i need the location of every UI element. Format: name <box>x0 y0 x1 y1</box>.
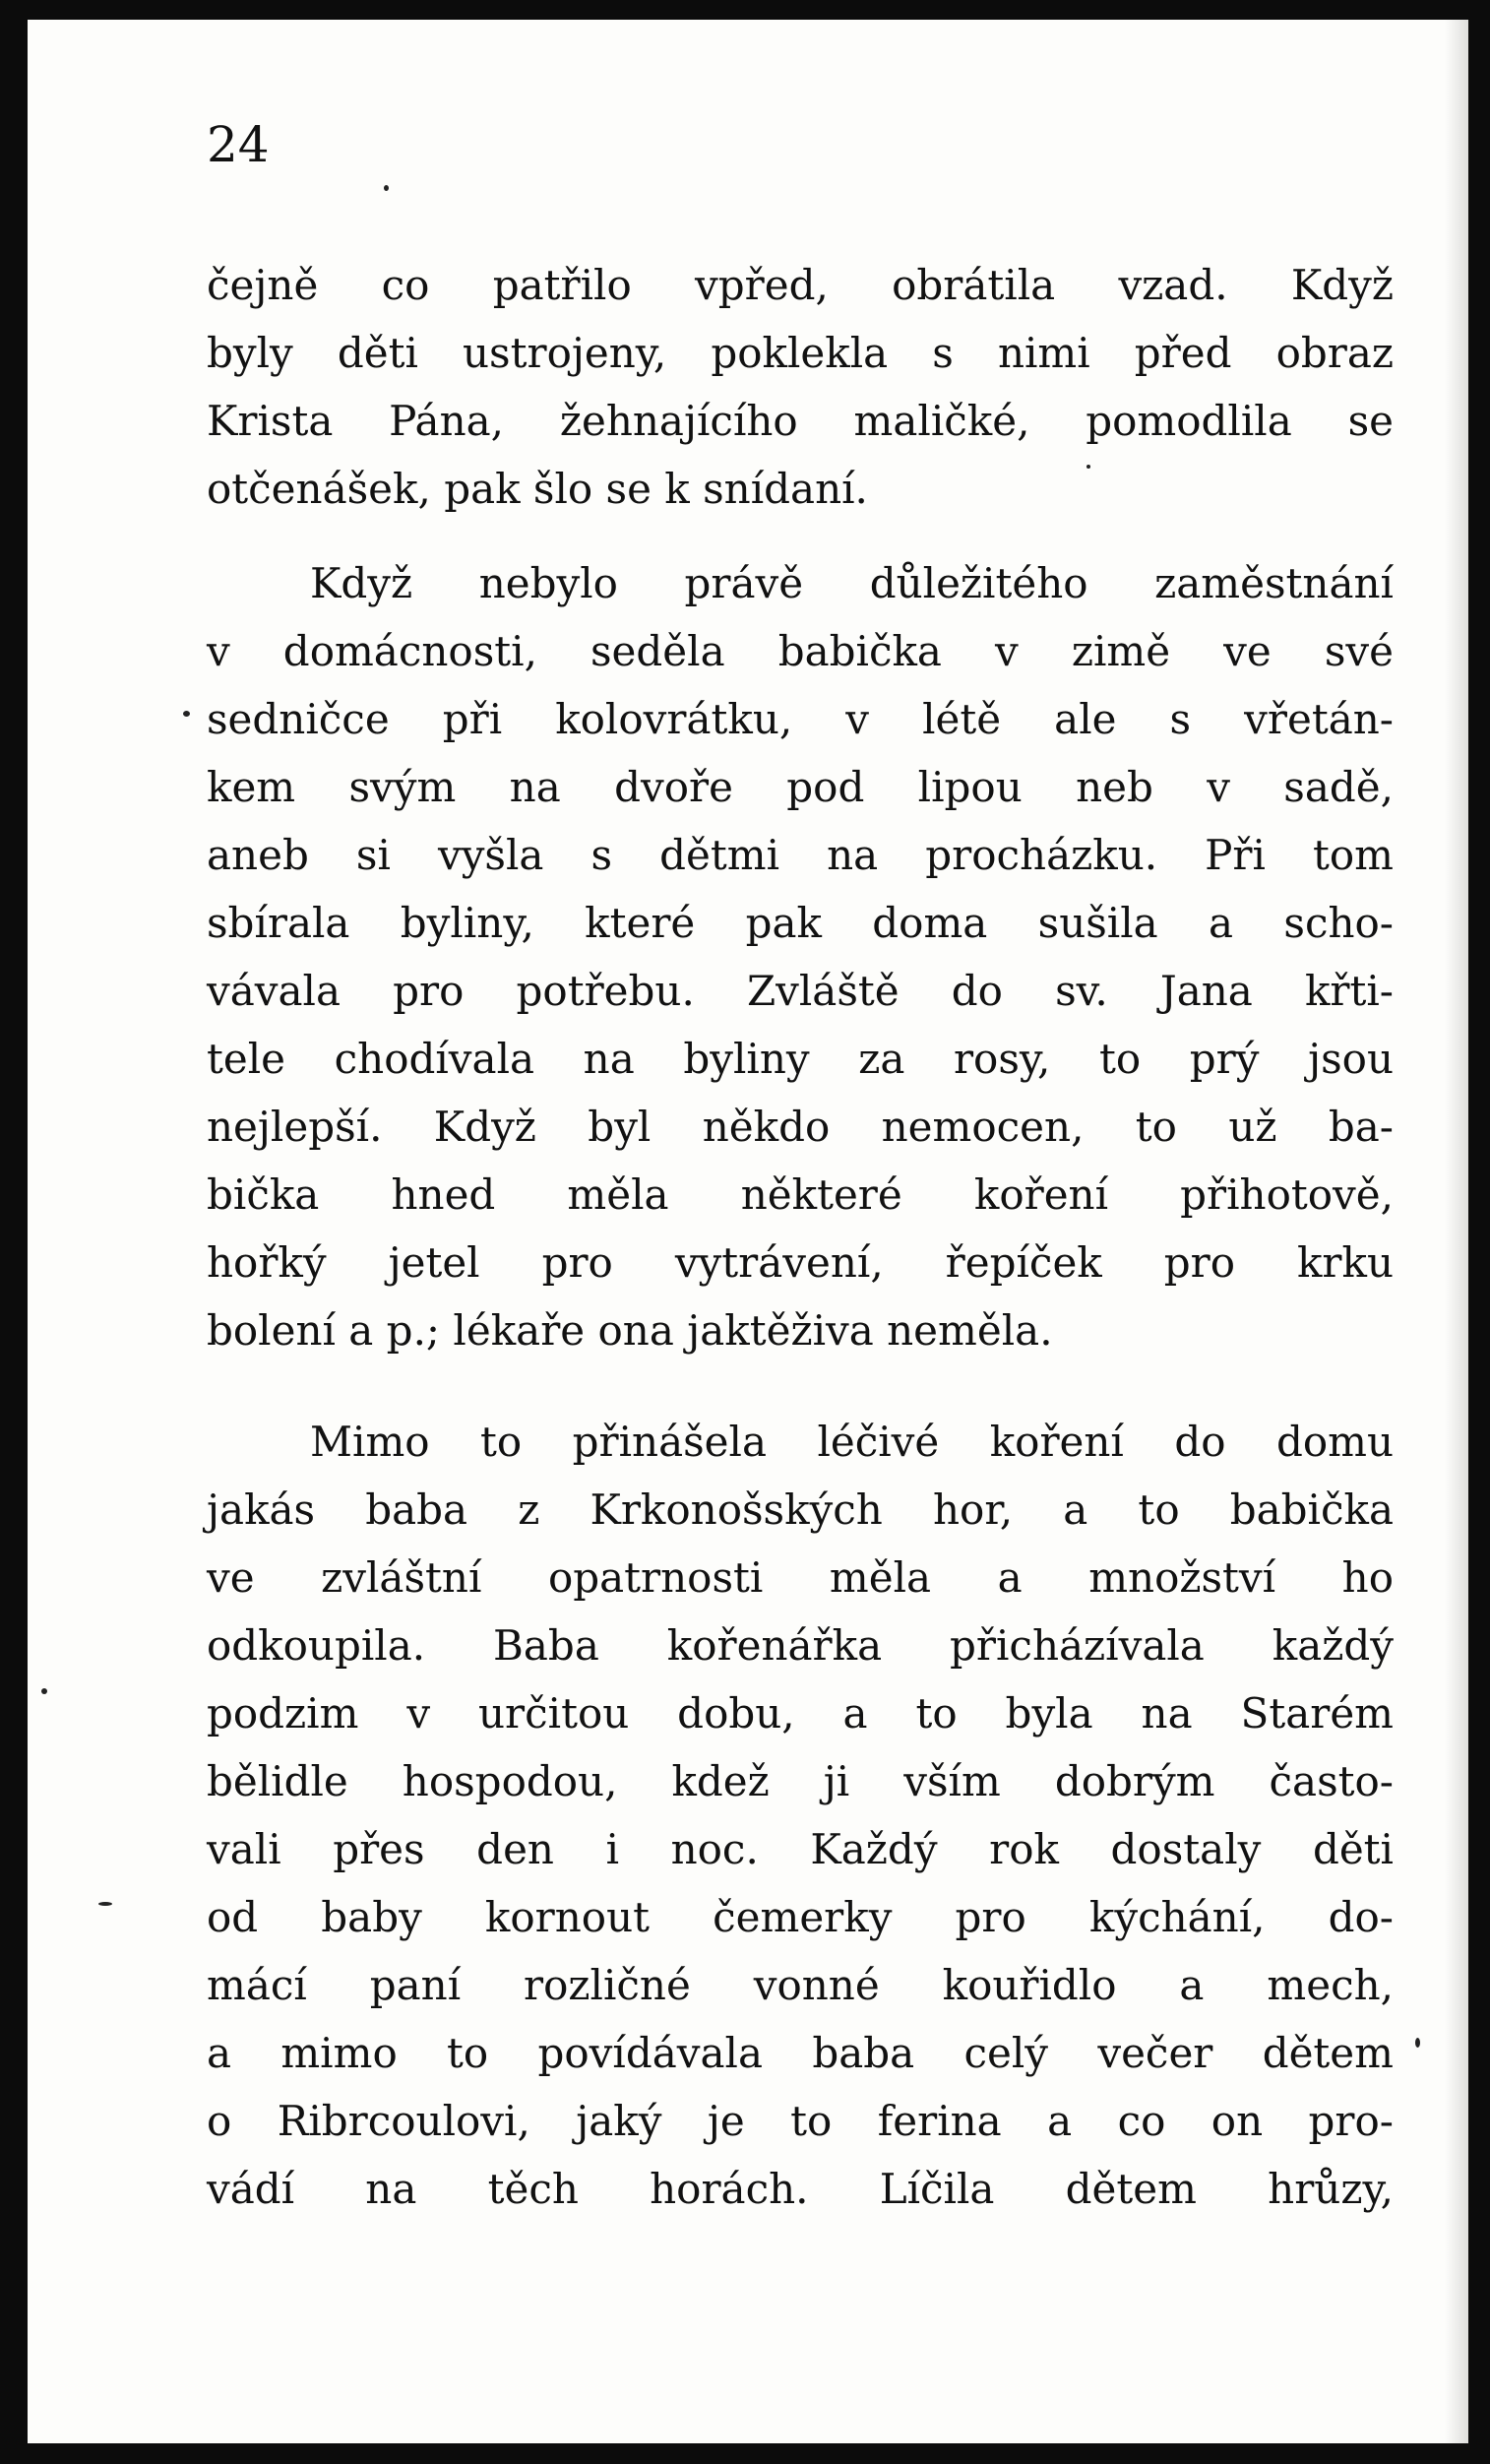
text-line: Když nebylo právě důležitého zaměstnání <box>310 559 1394 607</box>
ink-speck <box>183 711 190 717</box>
text-line: Mimo to přinášela léčivé koření do domu <box>310 1418 1394 1466</box>
text-line: od baby kornout čemerky pro kýchání, do- <box>207 1893 1394 1941</box>
book-page <box>28 20 1468 2443</box>
text-line: sedničce při kolovrátku, v létě ale s vřetán- <box>207 695 1394 743</box>
text-line: čejně co patřilo vpřed, obrátila vzad. Když <box>207 261 1394 309</box>
text-line: ve zvláštní opatrnosti měla a množství ho <box>207 1553 1394 1602</box>
text-line: jakás baba z Krkonošských hor, a to babička <box>207 1485 1394 1534</box>
text-line: o Ribrcoulovi, jaký je to ferina a co on pro- <box>207 2097 1394 2145</box>
paragraph-3 <box>207 1408 1394 2223</box>
ink-speck <box>1086 465 1090 469</box>
page-edge-shadow <box>1445 20 1468 2443</box>
ink-speck <box>98 1902 112 1906</box>
text-line: bička hned měla některé koření přihotově, <box>207 1170 1394 1219</box>
text-line: podzim v určitou dobu, a to byla na Starém <box>207 1689 1394 1737</box>
text-line: tele chodívala na byliny za rosy, to prý jsou <box>207 1035 1394 1083</box>
text-line: vádí na těch horách. Líčila dětem hrůzy, <box>207 2165 1394 2213</box>
text-line: sbírala byliny, které pak doma sušila a scho- <box>207 899 1394 947</box>
text-line: nejlepší. Když byl někdo nemocen, to už ba- <box>207 1103 1394 1151</box>
text-line: v domácnosti, seděla babička v zimě ve své <box>207 627 1394 675</box>
page-number: 24 <box>207 116 270 173</box>
text-line: aneb si vyšla s dětmi na procházku. Při tom <box>207 831 1394 879</box>
text-line: bělidle hospodou, kdež ji vším dobrým často- <box>207 1757 1394 1805</box>
text-line: byly děti ustrojeny, poklekla s nimi před obraz <box>207 329 1394 377</box>
text-line: mácí paní rozličné vonné kouřidlo a mech, <box>207 1961 1394 2009</box>
paragraph-1 <box>207 251 1394 523</box>
text-line: a mimo to povídávala baba celý večer dětem <box>207 2029 1394 2077</box>
text-line: Krista Pána, žehnajícího maličké, pomodlila se <box>207 397 1394 445</box>
ink-speck <box>384 185 389 191</box>
text-line: bolení a p.; lékaře ona jaktěživa neměla. <box>207 1306 1053 1355</box>
text-line: odkoupila. Baba kořenářka přicházívala každý <box>207 1621 1394 1670</box>
ink-speck <box>1415 2038 1420 2048</box>
text-line: otčenášek, pak šlo se k snídaní. <box>207 465 868 513</box>
text-line: kem svým na dvoře pod lipou neb v sadě, <box>207 763 1394 811</box>
ink-speck <box>41 1688 47 1694</box>
text-line: vali přes den i noc. Každý rok dostaly děti <box>207 1825 1394 1873</box>
text-line: hořký jetel pro vytrávení, řepíček pro krku <box>207 1238 1394 1287</box>
text-line: vávala pro potřebu. Zvláště do sv. Jana křti- <box>207 967 1394 1015</box>
paragraph-2 <box>207 549 1394 1364</box>
